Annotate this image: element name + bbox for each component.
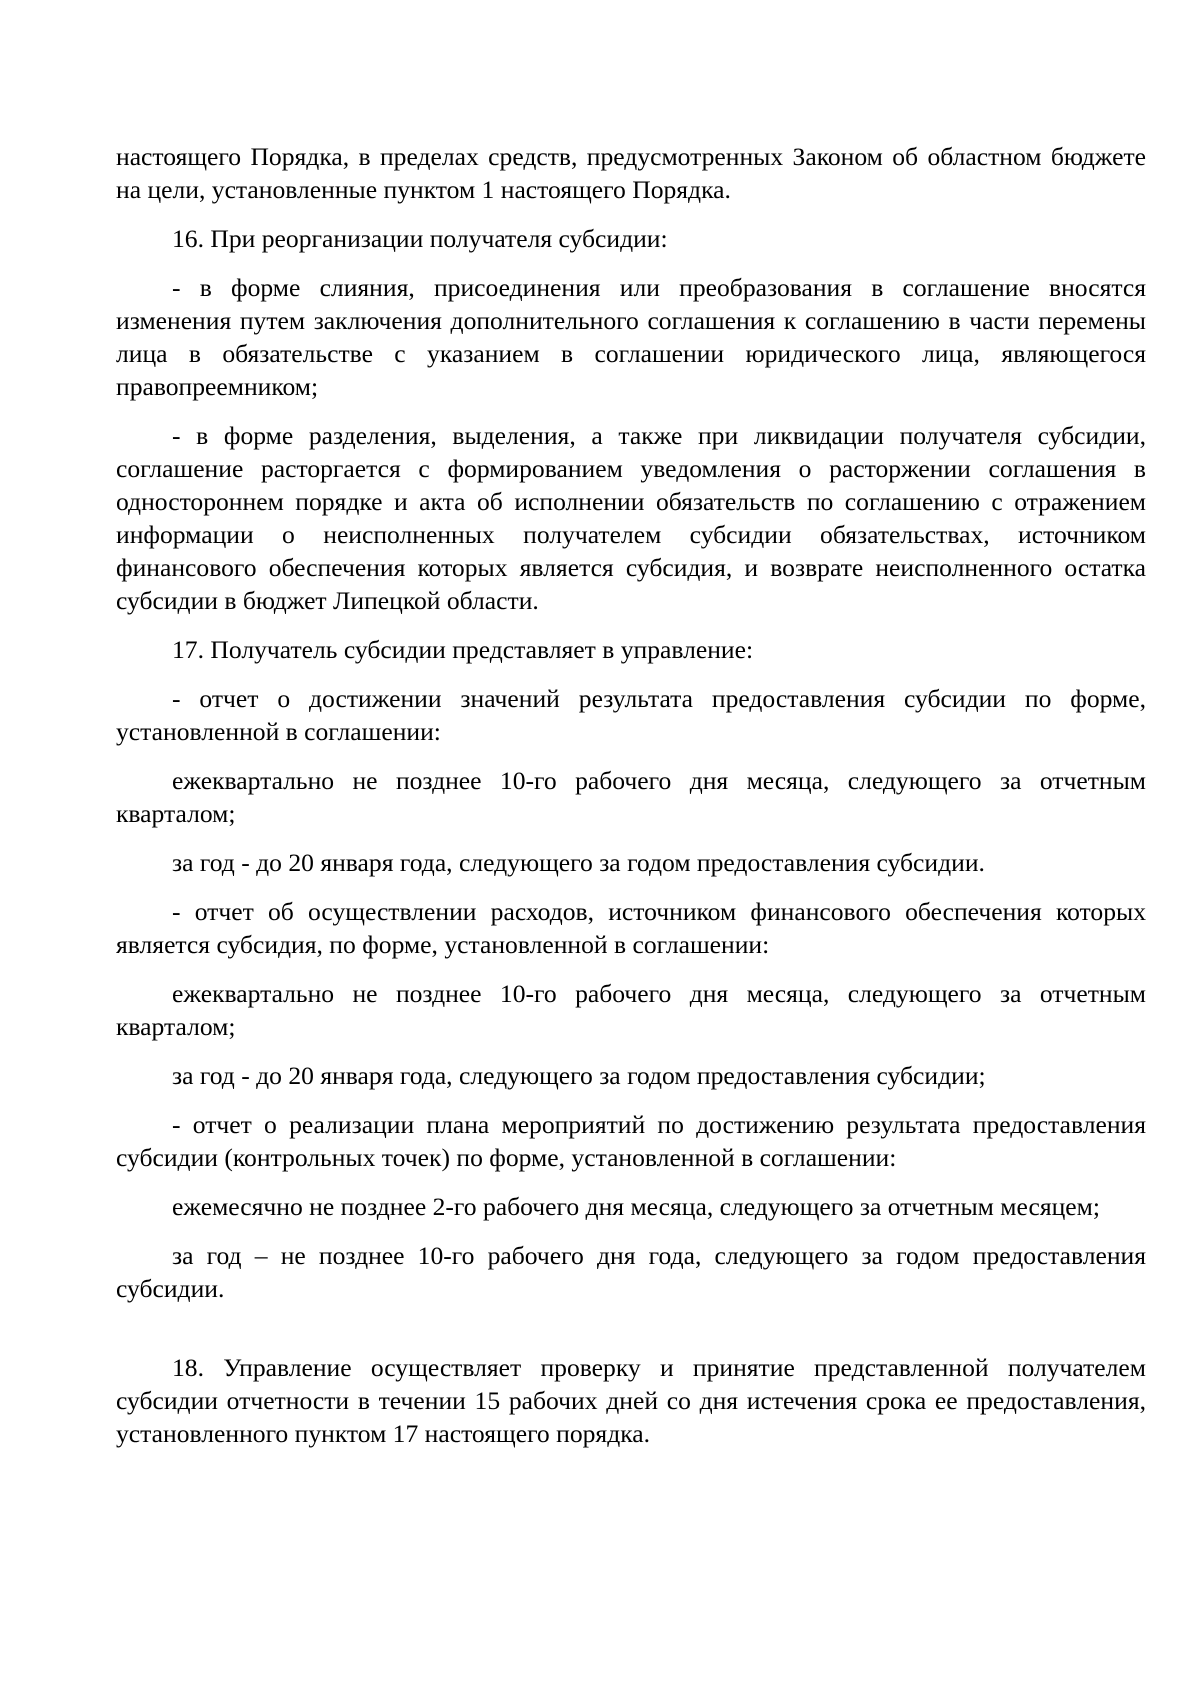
paragraph-17-quarterly-2: ежеквартально не позднее 10-го рабочего дня месяца, следующего за отчетным кварталом; <box>116 979 1146 1041</box>
paragraph-16-division: - в форме разделения, выделения, а также при ликвидации получателя субсидии, соглашение расторгается с формированием уведомления о расторжении соглашения в одностороннем порядке и акта об исполнении обязательств по соглашению с отражением информации о неисполненных получателем субсидии обязательствах, источником финансового обеспечения которых является субсидия, и возврате неисполненного остатка субсидии в бюджет Липецкой области. <box>116 421 1146 615</box>
paragraph-17-plan-report: - отчет о реализации плана мероприятий по достижению результата предоставления субсидии (контрольных точек) по форме, установленной в соглашении: <box>116 1110 1146 1172</box>
paragraph-18: 18. Управление осуществляет проверку и принятие представленной получателем субсидии отчетности в течении 15 рабочих дней со дня истечения срока ее предоставления, установленного пунктом 17 настоящего порядка. <box>116 1353 1146 1448</box>
paragraph-17-annual-2: за год - до 20 января года, следующего за годом предоставления субсидии; <box>172 1061 986 1090</box>
paragraph-16-merger: - в форме слияния, присоединения или преобразования в соглашение вносятся изменения путем заключения дополнительного соглашения к соглашению в части перемены лица в обязательстве с указанием в соглашении юридического лица, являющегося правопреемником; <box>116 273 1146 401</box>
paragraph-17-annual-3: за год – не позднее 10-го рабочего дня года, следующего за годом предоставления субсидии. <box>116 1241 1146 1303</box>
paragraph-17-quarterly-1: ежеквартально не позднее 10-го рабочего дня месяца, следующего за отчетным кварталом; <box>116 766 1146 828</box>
paragraph-17-monthly: ежемесячно не позднее 2-го рабочего дня месяца, следующего за отчетным месяцем; <box>172 1192 1100 1221</box>
paragraph-17-result-report: - отчет о достижении значений результата предоставления субсидии по форме, установленной в соглашении: <box>116 684 1146 746</box>
paragraph-continuation: настоящего Порядка, в пределах средств, предусмотренных Законом об областном бюджете на цели, установленные пунктом 1 настоящего Порядка. <box>116 142 1146 204</box>
paragraph-16-heading: 16. При реорганизации получателя субсидии: <box>172 224 668 253</box>
paragraph-17-expense-report: - отчет об осуществлении расходов, источником финансового обеспечения которых является субсидия, по форме, установленной в соглашении: <box>116 897 1146 959</box>
document-page <box>116 140 1146 1466</box>
paragraph-17-annual-1: за год - до 20 января года, следующего за годом предоставления субсидии. <box>172 848 985 877</box>
paragraph-17-heading: 17. Получатель субсидии представляет в управление: <box>172 635 754 664</box>
